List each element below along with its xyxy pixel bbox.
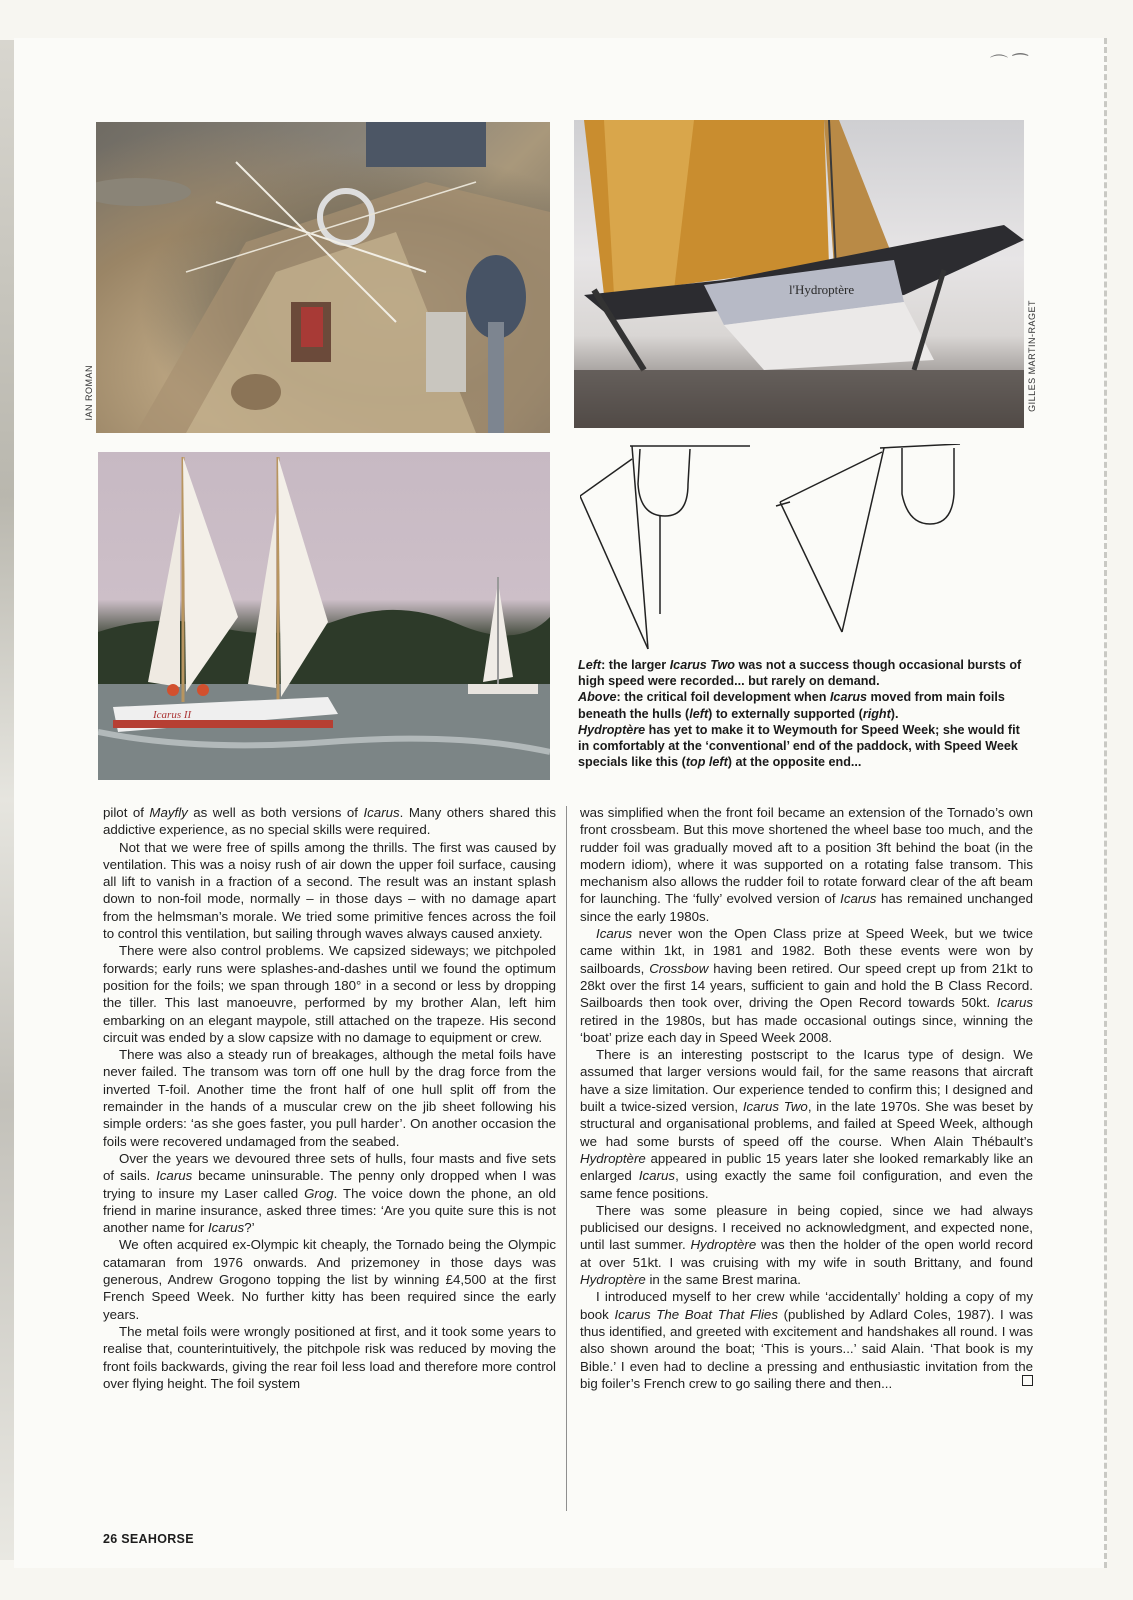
caption-text: ) to externally supported ( [708,706,863,721]
paragraph: There is an interesting postscript to the Icarus type of design. We assumed that larger versions would fail, for the same reasons that aircraft have a size limitation. Our experience tended to confirm this; I designed and built a twice-sized version, Icarus Two, in the late 1970s. She was beset by structural and organisational problems, and failed at Speed Week, although we had some bursts of speed off the course. When Alain Thébault’s Hydroptère appeared in public 15 years later she looked remarkably like an enlarged Icarus, using exactly the same foil configuration, and even the same fence positions. [580,1047,1034,1201]
caption-text: ) at the opposite end... [727,755,862,770]
article-column-left [103,804,556,1392]
caption-italic: right [862,706,891,721]
paragraph: The metal foils were wrongly positioned at first, and it took some years to realise that, counterintuitively, the pitchpole risk was reduced by moving the front foils backwards, giving the rear foil less load and therefore more control over flying height. The foil system [103,1323,556,1391]
caption-text: moved from main foils beneath the hulls ( [578,690,1005,721]
paragraph: was simplified when the front foil became an extension of the Tornado’s own front crossbeam. But this move shortened the wheel base too much, and the rudder foil was gradually moved aft to a position 3ft behind the boat (in the modern idiom), where it was supported on a rotating false transom. This mechanism also allows the rudder foil to rotate forward clear of the aft beam for launching. The ‘fully’ evolved version of Icarus has remained unchanged since the early 1980s. [580,805,1033,924]
foil-diagram-left [580,446,750,649]
photo-credit-gilles-martin-raget: GILLES MARTIN-RAGET [1027,300,1037,412]
photo-hydroptere [574,120,1024,428]
caption-italic: Hydroptère [578,722,646,737]
paragraph: There was some pleasure in being copied, since we had always publicised our designs. I received no acknowledgment, and expected none, until last summer. Hydroptère was then the holder of the open world record at over 51kt. I was cruising with my wife in south Brittany, and found Hydroptère in the same Brest marina. [580,1202,1033,1288]
photo-foil-boat-deck [96,122,550,433]
paragraph: I introduced myself to her crew while ‘accidentally’ holding a copy of my book Icarus The Boat That Flies (published by Adlard Coles, 1987). I was thus identified, and greeted with excitement and handshakes all round. I was also shown around the boat; ‘This is yours...’ said Alain. ‘That book is my Bible.’ I even had to decline a pressing and enthusiastic invitation from the big foiler’s French crew to go sailing there and then... [580,1289,1033,1391]
paragraph: We often acquired ex-Olympic kit cheaply, the Tornado being the Olympic catamaran from 1976 onwards. And prizemoney in those days was generous, Andrew Grogono topping the list by winning £4,500 at the first French Speed Week. No further kitty has been required since the early years. [103,1237,556,1322]
caption-text: : the critical foil development when [616,690,830,705]
paragraph: pilot of Mayfly as well as both versions of Icarus. Many others shared this addictive experience, as no special skills were required. [103,805,556,838]
foil-diagram-right [776,444,960,632]
page-folio: 26 SEAHORSE [103,1532,194,1546]
icarus-hull-name: Icarus II [153,709,192,721]
photo-icarus-two [98,452,550,780]
caption-text: : the larger [601,658,670,672]
hydroptere-hull-name: l'Hydroptère [789,282,855,297]
caption-italic: left [689,706,709,721]
caption-text: was not a success though occasional bursts of high speed were recorded... but rarely on demand. [578,658,1022,689]
caption-left-label: Left [578,658,602,672]
paragraph: Over the years we devoured three sets of hulls, four masts and five sets of sails. Icarus became uninsurable. The penny only dropped when I was trying to insure my Laser called Grog. The voice down the phone, an old friend in marine insurance, asked three times: ‘Are you quite sure this is not another name for Icarus?’ [103,1150,556,1236]
caption-above-label: Above [578,690,617,705]
article-column-right [580,804,1033,1392]
caption-text: has yet to make it to Weymouth for Speed Week; she would fit in comfortably at the ‘conventional’ end of the paddock, with Speed Week specials like this ( [578,722,1020,770]
paragraph: Icarus never won the Open Class prize at Speed Week, but we twice came within 1kt, in 1981 and 1982. Both these events were won by sailboards, Crossbow having been retired. Our speed crept up from 21kt to 28kt over the first 14 years, sufficient to gain and hold the B Class Record. Sailboards then took over, driving the Open Record towards 50kt. Icarus retired in the 1980s, but has made occasional outings since, winning the ‘boat’ prize each day in Speed Week 2008. [580,926,1033,1045]
figure-caption [578,657,1028,770]
paragraph: There was also a steady run of breakages, although the metal foils have never failed. The transom was torn off one hull by the drag force from the inverted T-foil. Another time the front half of one hull split off from the remainder in the hands of a muscular crew on the jib sheet following his simple orders: ‘as she goes faster, you pull harder’. On another occasion the foils were recovered undamaged from the seabed. [103,1047,556,1149]
paragraph: Not that we were free of spills among the thrills. The first was caused by ventilation. This was a noisy rush of air down the upper foil surface, causing all lift to vanish in a fraction of a second. The result was an instant splash down to non-foil mode, normally – in those days – with no damage apart from the helmsman’s morale. We tried some primitive fences across the foil to control this ventilation, but sailing through waves always caused anxiety. [103,839,556,942]
photo-hydroptere-art [574,120,1024,428]
photo-foil-boat-deck-art [96,122,550,433]
caption-italic: Icarus Two [669,658,736,672]
photo-icarus-two-art [98,452,550,780]
paragraph: There were also control problems. We capsized sideways; we pitchpoled forwards; early runs were splashes-and-dashes until we found the optimum position for the foils; we span through 180° in a second or less by dropping the tiller. This last manoeuvre, performed by my brother Alan, left him embarking on an elegant maypole, still attached on the trapeze. His second circuit was ended by a slow capsize with no damage to equipment or crew. [103,943,556,1045]
foil-configuration-diagram [580,444,1030,654]
photo-credit-ian-roman: IAN ROMAN [84,365,94,421]
caption-italic: top left [685,755,728,770]
caption-italic: Icarus [829,690,868,705]
staple-mark: ⌒ ⁀ [990,54,1028,74]
column-divider [566,806,567,1511]
caption-text: ). [890,706,899,721]
end-of-article-icon [1022,1375,1033,1386]
